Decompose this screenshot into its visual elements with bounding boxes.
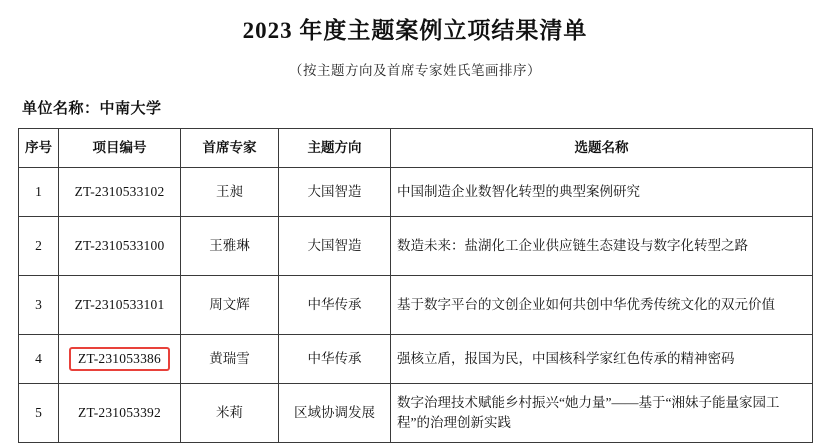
table-row	[19, 276, 813, 335]
cell-theme-direction: 中华传承	[279, 276, 391, 335]
column-header-topic: 选题名称	[391, 129, 813, 168]
page-subtitle: （按主题方向及首席专家姓氏笔画排序）	[289, 63, 541, 78]
cell-chief-expert: 王雅琳	[181, 217, 279, 276]
table-header-row	[19, 129, 813, 168]
project-results-table	[18, 128, 813, 443]
cell-no: 4	[19, 335, 59, 384]
cell-project-code: ZT-231053392	[59, 384, 181, 443]
cell-no: 1	[19, 168, 59, 217]
table-row	[19, 168, 813, 217]
page-title: 2023 年度主题案例立项结果清单	[242, 18, 588, 43]
cell-no: 5	[19, 384, 59, 443]
cell-project-code: ZT-2310533100	[59, 217, 181, 276]
table-row	[19, 335, 813, 384]
cell-no: 2	[19, 217, 59, 276]
cell-theme-direction: 大国智造	[279, 217, 391, 276]
column-header-theme: 主题方向	[279, 129, 391, 168]
column-header-no: 序号	[19, 129, 59, 168]
cell-chief-expert: 米莉	[181, 384, 279, 443]
cell-chief-expert: 王昶	[181, 168, 279, 217]
cell-project-code	[59, 335, 181, 384]
cell-theme-direction: 区域协调发展	[279, 384, 391, 443]
unit-name-label: 单位名称：中南大学	[22, 101, 162, 117]
cell-chief-expert: 黄瑞雪	[181, 335, 279, 384]
cell-theme-direction: 中华传承	[279, 335, 391, 384]
cell-theme-direction: 大国智造	[279, 168, 391, 217]
cell-project-code: ZT-2310533102	[59, 168, 181, 217]
table-row	[19, 384, 813, 443]
document-page	[0, 12, 830, 430]
cell-topic-title: 基于数字平台的文创企业如何共创中华优秀传统文化的双元价值	[391, 276, 813, 335]
highlighted-project-code: ZT-231053386	[69, 347, 170, 371]
cell-chief-expert: 周文辉	[181, 276, 279, 335]
cell-topic-title: 数造未来：盐湖化工企业供应链生态建设与数字化转型之路	[391, 217, 813, 276]
cell-no: 3	[19, 276, 59, 335]
column-header-code: 项目编号	[59, 129, 181, 168]
cell-topic-title: 数字治理技术赋能乡村振兴“她力量”——基于“湘妹子能量家园工程”的治理创新实践	[391, 384, 813, 443]
column-header-expert: 首席专家	[181, 129, 279, 168]
cell-topic-title: 中国制造企业数智化转型的典型案例研究	[391, 168, 813, 217]
cell-topic-title: 强核立盾，报国为民，中国核科学家红色传承的精神密码	[391, 335, 813, 384]
table-row	[19, 217, 813, 276]
cell-project-code: ZT-2310533101	[59, 276, 181, 335]
